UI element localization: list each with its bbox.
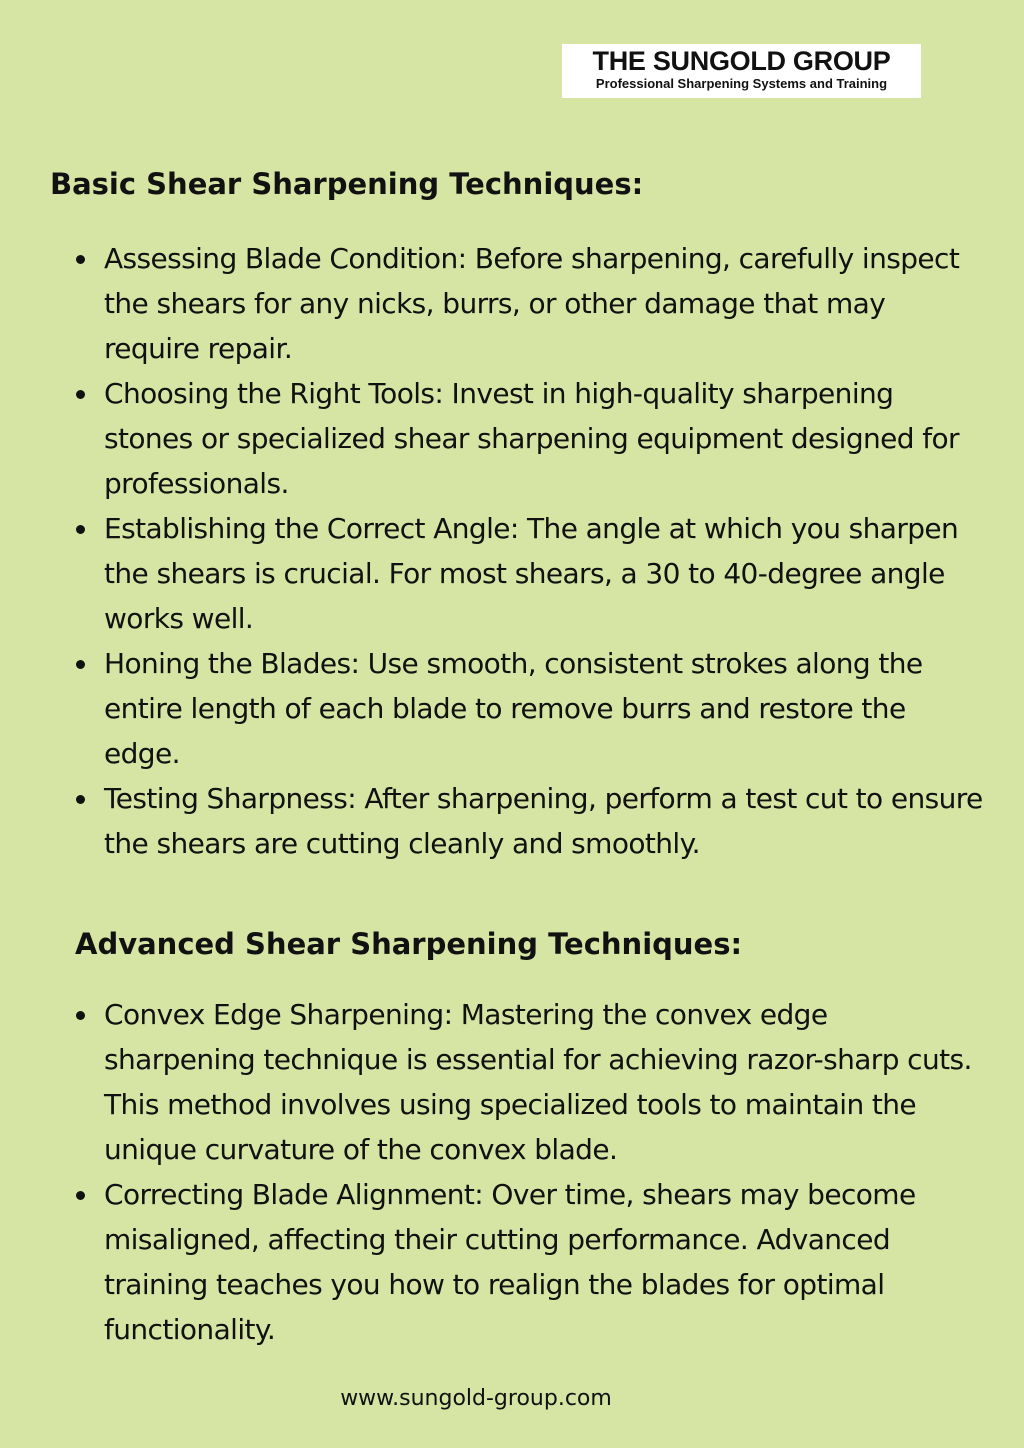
list-item: Convex Edge Sharpening: Mastering the convex edge sharpening technique is essential for achieving razor-sharp cuts. This method involves using specialized tools to maintain the unique curvature of the convex blade.	[104, 992, 984, 1172]
section-heading-basic: Basic Shear Sharpening Techniques:	[50, 167, 644, 201]
list-item: Establishing the Correct Angle: The angle at which you sharpen the shears is crucial. For most shears, a 30 to 40-degree angle works well.	[104, 506, 984, 641]
list-item: Testing Sharpness: After sharpening, perform a test cut to ensure the shears are cutting cleanly and smoothly.	[104, 776, 984, 866]
bullet-list-advanced	[104, 992, 984, 1352]
logo-title: THE SUNGOLD GROUP	[592, 46, 891, 76]
section-heading-advanced: Advanced Shear Sharpening Techniques:	[75, 927, 743, 961]
list-item: Correcting Blade Alignment: Over time, shears may become misaligned, affecting their cutting performance. Advanced training teaches you how to realign the blades for optimal functionality.	[104, 1172, 984, 1352]
company-logo	[562, 44, 921, 98]
footer-website-url: www.sungold-group.com	[340, 1386, 612, 1411]
list-item: Assessing Blade Condition: Before sharpening, carefully inspect the shears for any nicks, burrs, or other damage that may require repair.	[104, 236, 984, 371]
list-item: Choosing the Right Tools: Invest in high-quality sharpening stones or specialized shear sharpening equipment designed for professionals.	[104, 371, 984, 506]
bullet-list-basic	[104, 236, 984, 866]
logo-subtitle: Professional Sharpening Systems and Training	[595, 76, 888, 91]
list-item: Honing the Blades: Use smooth, consistent strokes along the entire length of each blade to remove burrs and restore the edge.	[104, 641, 984, 776]
